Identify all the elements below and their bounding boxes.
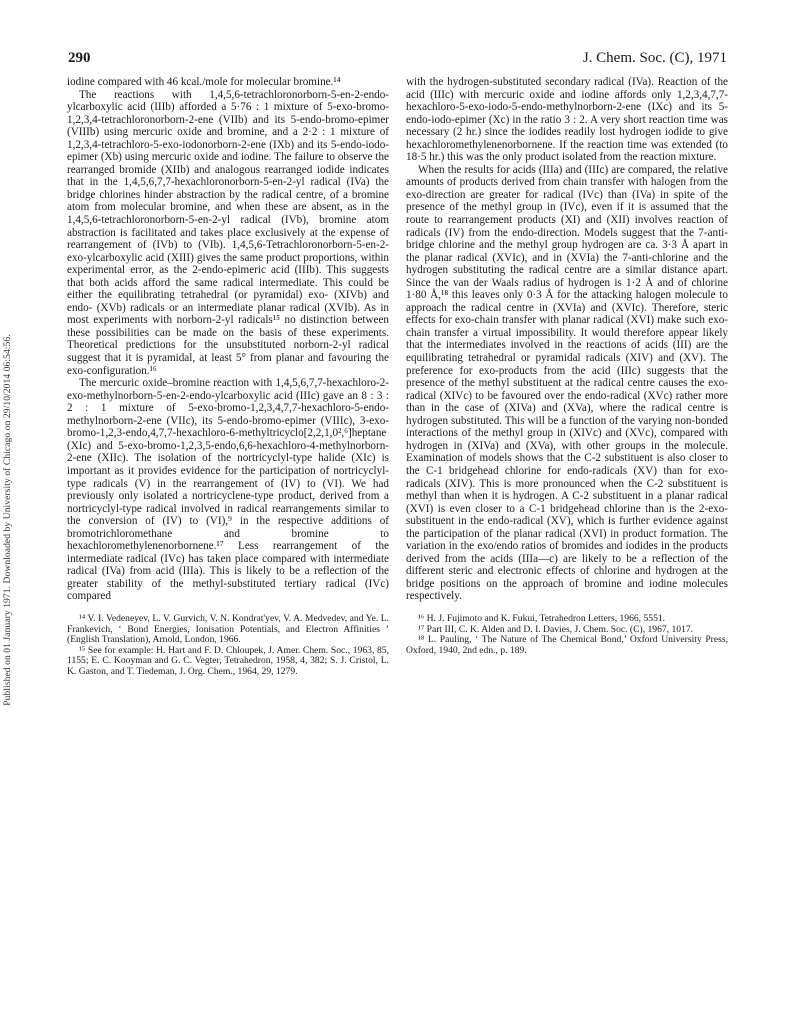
right-column — [406, 76, 728, 656]
left-column — [67, 76, 389, 678]
paragraph: with the hydrogen-substituted secondary radical (IVa). Reaction of the acid (IIIc) with mercuric oxide and iodine affords only 1,2,3,4,7,7-hexachloro-5-exo-iodo-5-endo-methylnorborn-2-ene (IXc) and its 5-endo-iodo-epimer (Xc) in the ratio 3 : 2. A very short reaction time was necessary (2 hr.) since the iodides readily lost hydrogen iodide to give hexachloromethylenenorbornene. If the reaction time was extended (to 18·5 hr.) this was the only product isolated from the reaction mixture. — [406, 76, 728, 164]
download-margin-note-text: Published on 01 January 1971. Downloaded by University of Chicago on 29/10/2014 06:54:56. — [3, 334, 13, 706]
paragraph: When the results for acids (IIIa) and (IIIc) are compared, the relative amounts of products derived from chain transfer with halogen from the exo-direction are greater for radical (IVc) than (IVa) in spite of the presence of the methyl group in (IVc), even if it is assumed that the route to rearrangement products (XI) and (XII) involves reaction of radicals (IV) from the endo-direction. Models suggest that the 7-anti-bridge chlorine and the methyl group hydrogen are ca. 3·3 Å apart in the planar radical (XVIc), and in (XVIa) the 7-anti-chlorine and the hydrogen substituting the radical centre are a similar distance apart. Since the van der Waals radius of hydrogen is 1·2 Å and of chlorine 1·80 Å,¹⁸ this leaves only 0·3 Å for the attacking halogen molecule to approach the radical centre in (XVIa) and (XVIc). Therefore, steric effects for exo-chain transfer with planar radical (XVI) make such exo-chain transfer a virtual impossibility. It would therefore appear likely that the intermediates involved in the reactions of acids (III) are the equilibrating tetrahedral or pyramidal radicals (XIV) and (XV). The preference for exo-products from the acid (IIIc) suggests that the presence of the methyl substituent at the radical centre causes the exo-radical (XIVc) to be favoured over the endo-radical (XVc) rather more than in the case of (XIVa) and (XVa), where the radical centre is hydrogen substituted. This will be a function of the varying non-bonded interactions of the methyl group in (XIVc) and (XVc), compared with hydrogen in (XIVa) and (XVa), with other groups in the molecule. Examination of models shows that the C-2 substituent is also closer to the C-1 bridgehead chlorine for endo-radicals (XV) than for exo-radicals (XIV). This is more pronounced when the C-2 substituent is methyl than when it is hydrogen. A C-2 substituent in a planar radical (XVI) is even closer to a C-1 bridgehead chlorine than is the 2-exo-substituent in the endo-radical (XV), which is further evidence against the participation of the planar radical (XVI) in product formation. The variation in the exo/endo ratios of bromides and iodides in the products derived from the acids (IIIa—c) are likely to be a reflection of the different steric and electronic effects of chlorine and hydrogen at the bridge positions on the approach of bromine and iodine molecules respectively. — [406, 163, 728, 603]
journal-citation: J. Chem. Soc. (C), 1971 — [582, 50, 727, 66]
footnote: ¹⁴ V. I. Vedeneyev, L. V. Gurvich, V. N. Kondrat'yev, V. A. Medvedev, and Ye. L. Frankevich, ‘ Bond Energies, Ionisation Potentials, and Electron Affinities ’ (English Translation), Arnold, London, 1966. — [67, 612, 389, 646]
footnote: ¹⁷ Part III, C. K. Alden and D. I. Davies, J. Chem. Soc. (C), 1967, 1017. — [418, 623, 694, 635]
page-number: 290 — [68, 50, 91, 66]
footnotes-right — [406, 614, 728, 656]
paragraph: The mercuric oxide–bromine reaction with 1,4,5,6,7,7-hexachloro-2-exo-methylnorborn-5-en-2-endo-ylcarboxylic acid (IIIc) gave an 8 : 3 : 2 : 1 mixture of 5-exo-bromo-1,2,3,4,7,7-hexachloro-5-endo-methylnorborn-2-ene (VIIc), its 5-endo-bromo-epimer (VIIIc), 3-exo-bromo-1,2,3-endo,4,7,7-hexachloro-6-methyltricyclo[2,2,1,0²,⁶]heptane (XIc) and 5-exo-bromo-1,2,3,5-endo,6,6-hexachloro-4-methylnorborn-2-ene (XIIc). The isolation of the nortricyclyl-type halide (XIc) is important as it provides evidence for the participation of nortricyclyl-type radicals (V) in the rearrangement of (IV) to (VI). We had previously only isolated a nortricyclene-type product, derived from a nortricyclyl-type radical involved in radical rearrangements similar to the conversion of (IV) to (VI),⁹ in the respective additions of bromotrichloromethane and bromine to hexachloromethylenenorbornene.¹⁷ Less rearrangement of the intermediate radical (IVc) has taken place compared with intermediate radical (IVa) from acid (IIIa). This is likely to be a reflection of the greater stability of the methyl-substituted tertiary radical (IVc) compared — [67, 377, 389, 603]
footnotes-left — [67, 614, 389, 678]
footnote: ¹⁶ H. J. Fujimoto and K. Fukui, Tetrahedron Letters, 1966, 5551. — [418, 612, 666, 624]
page-header — [68, 50, 727, 68]
paragraph: iodine compared with 46 kcal./mole for molecular bromine.¹⁴ — [67, 76, 341, 88]
footnote: ¹⁸ L. Pauling, ‘ The Nature of The Chemical Bond,’ Oxford University Press, Oxford, 1940, 2nd edn., p. 189. — [406, 634, 728, 656]
paragraph: The reactions with 1,4,5,6-tetrachloronorborn-5-en-2-endo-ylcarboxylic acid (IIIb) afforded a 5·76 : 1 mixture of 5-exo-bromo-1,2,3,4-tetrachloronorborn-2-ene (VIIb) and its 5-endo-bromo-epimer (VIIIb) using mercuric oxide and bromine, and a 2·2 : 1 mixture of 1,2,3,4-tetrachloro-5-exo-iodonorborn-2-ene (IXb) and its 5-endo-iodo-epimer (Xb) using mercuric oxide and iodine. The failure to observe the rearranged bromide (XIIb) and analogous rearranged iodide indicates that in the 1,4,5,6,7,7-hexachloronorborn-5-en-2-yl radical (IVa) the bridge chlorines hinder abstraction by the radical centre, of a bromine atom from molecular bromine, and when these are absent, as in the 1,4,5,6-tetrachloronorborn-5-en-2-yl radical (IVb), bromine atom abstraction is facilitated and takes place exclusively at the expense of rearrangement of (IVb) to (VIb). 1,4,5,6-Tetrachloronorborn-5-en-2-exo-ylcarboxylic acid (XIII) gives the same product proportions, within experimental error, as the 2-endo-epimeric acid (IIIb). This suggests that both acids afford the same radical intermediate. This could be either the equilibrating tetrahedral (or pyramidal) exo- (XIVb) and endo- (XVb) radicals or an intermediate planar radical (XVIb). As in most experiments with norborn-2-yl radicals¹⁵ no distinction between these possibilities can be made on the basis of these experiments. Theoretical predictions for the unsubstituted norborn-2-yl radical suggest that it is pyramidal, at least 5° from planar and favouring the exo-configuration.¹⁶ — [67, 88, 389, 377]
download-margin-note — [2, 200, 14, 840]
footnote: ¹⁵ See for example: H. Hart and F. D. Chloupek, J. Amer. Chem. Soc., 1963, 85, 1155; E. C. Kooyman and G. C. Vegter, Tetrahedron, 1958, 4, 382; S. J. Cristol, L. K. Gaston, and T. Tiedeman, J. Org. Chem., 1964, 29, 1279. — [67, 644, 389, 677]
